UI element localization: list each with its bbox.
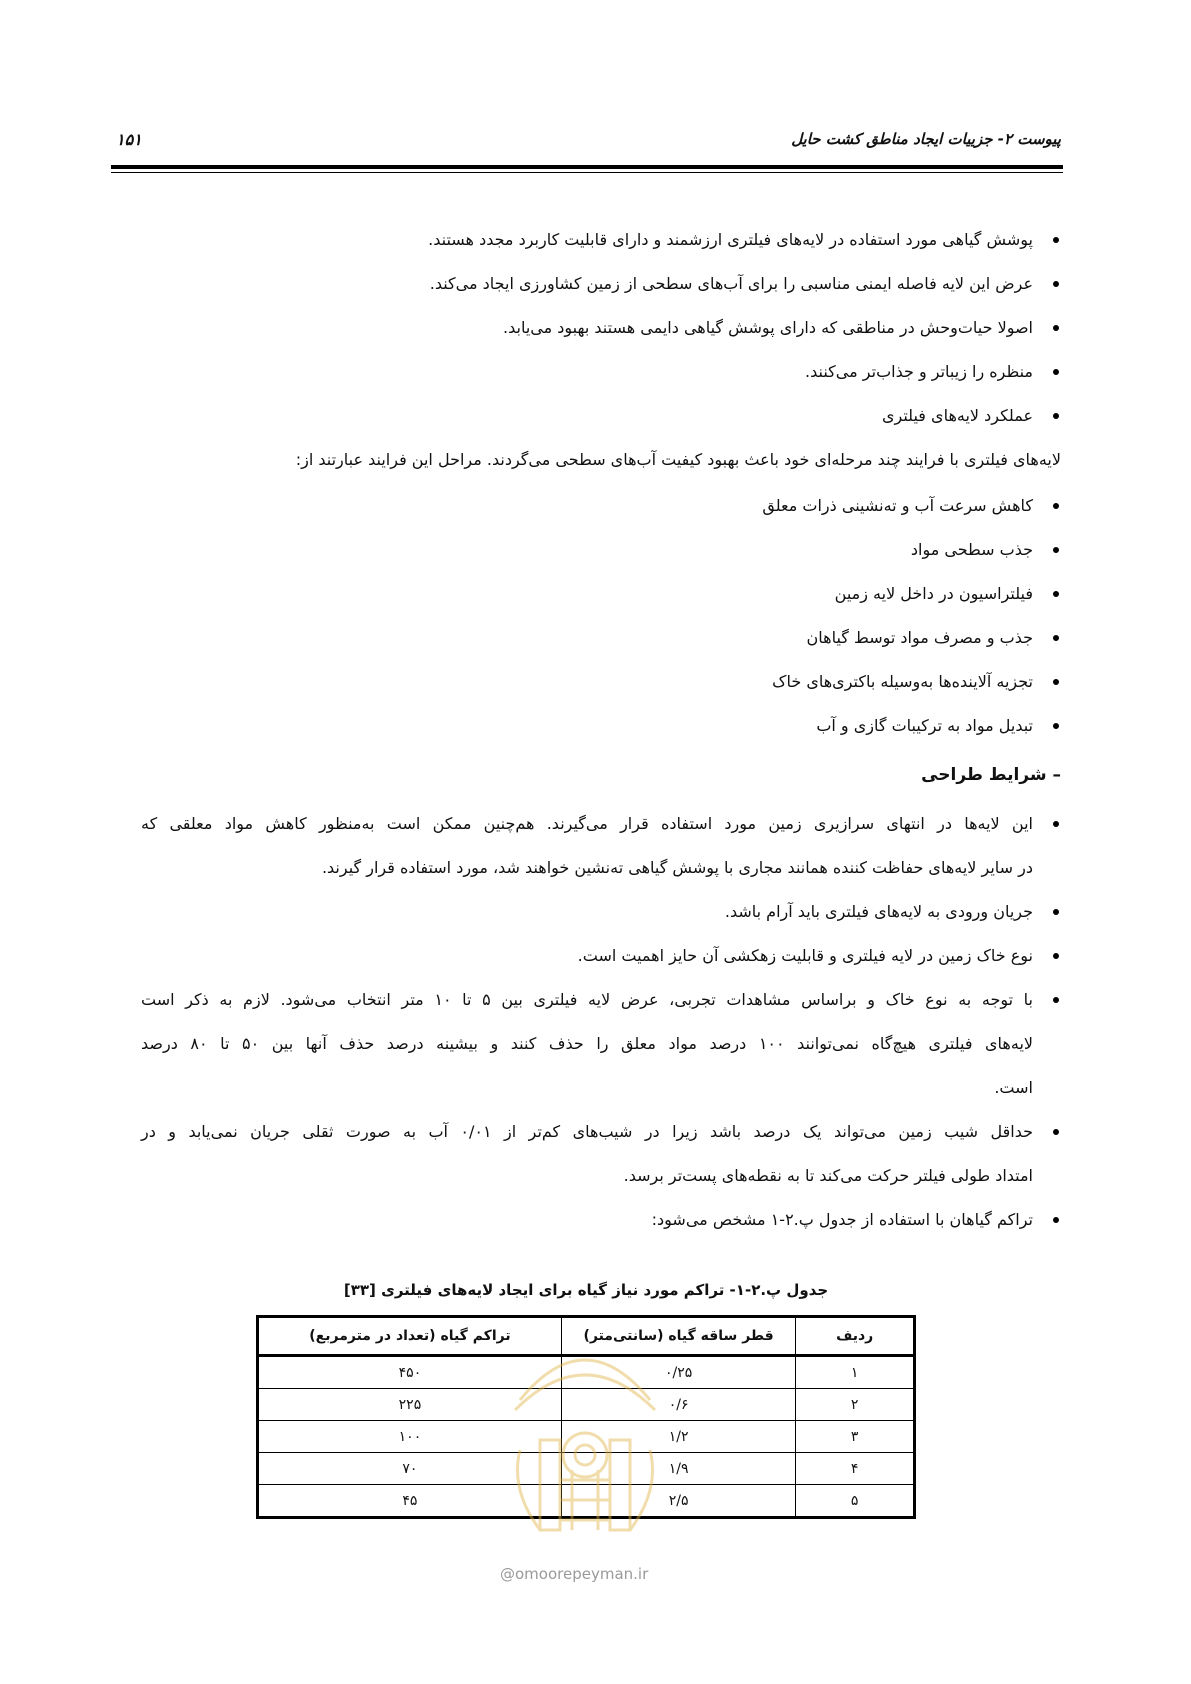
list-item: جذب و مصرف مواد توسط گیاهان (762, 616, 1061, 660)
table-cell: ۲/۵ (561, 1485, 795, 1518)
list-item (141, 934, 1061, 978)
table-cell: ۱/۹ (561, 1453, 795, 1485)
list-item-line: است. (994, 1078, 1033, 1097)
design-conditions-list (141, 802, 1061, 1242)
table-cell: ۴۵۰ (258, 1356, 562, 1389)
table-cell: ۴ (796, 1453, 915, 1485)
list-item-line: امتداد طولی فیلتر حرکت می‌کند تا به نقطه‌های پست‌تر برسد. (623, 1166, 1033, 1185)
table-cell: ۲۲۵ (258, 1389, 562, 1421)
list-item: منظره را زیباتر و جذاب‌تر می‌کنند. (428, 350, 1061, 394)
list-item: تبدیل مواد به ترکیبات گازی و آب (762, 704, 1061, 748)
list-item (141, 1198, 1061, 1242)
list-item: کاهش سرعت آب و ته‌نشینی ذرات معلق (762, 484, 1061, 528)
list-item-line: لایه‌های فیلتری هیچ‌گاه نمی‌توانند ۱۰۰ درصد مواد معلق را حذف کنند و بیشینه درصد حذف آنها بین ۵۰ تا ۸۰ درصد (141, 1034, 1034, 1053)
list-item: اصولا حیات‌وحش در مناطقی که دارای پوشش گیاهی دایمی هستند بهبود می‌یابد. (428, 306, 1061, 350)
list-item (141, 978, 1061, 1110)
table-cell: ۰/۲۵ (561, 1356, 795, 1389)
column-header: تراکم گیاه (تعداد در مترمربع) (258, 1317, 562, 1356)
column-header: قطر ساقه گیاه (سانتی‌متر) (561, 1317, 795, 1356)
intro-paragraph: لایه‌های فیلتری با فرایند چند مرحله‌ای خود باعث بهبود کیفیت آب‌های سطحی می‌گردند. مراحل این فرایند عبارتند از: (295, 450, 1061, 469)
table-cell: ۴۵ (258, 1485, 562, 1518)
section-heading: – شرایط طراحی (921, 765, 1061, 785)
list-item-line: جریان ورودی به لایه‌های فیلتری باید آرام باشد. (724, 902, 1033, 921)
column-header: ردیف (796, 1317, 915, 1356)
list-item (141, 890, 1061, 934)
list-item-line: حداقل شیب زمین می‌تواند یک درصد باشد زیرا در شیب‌های کم‌تر از ۰/۰۱ آب به صورت ثقلی جریان نمی‌یابد و در (141, 1122, 1034, 1141)
list-item: جذب سطحی مواد (762, 528, 1061, 572)
list-item-line: نوع خاک زمین در لایه فیلتری و قابلیت زهکشی آن حایز اهمیت است. (577, 946, 1033, 965)
watermark-text: @omoorepeyman.ir (500, 1565, 649, 1583)
table-cell: ۲ (796, 1389, 915, 1421)
benefits-list (428, 218, 1061, 438)
page-number: ۱۵۱ (116, 130, 142, 149)
list-item-line: با توجه به نوع خاک و براساس مشاهدات تجربی، عرض لایه فیلتری بین ۵ تا ۱۰ متر انتخاب می‌شود. لازم به ذکر است (141, 990, 1034, 1009)
list-item (141, 802, 1061, 890)
list-item (141, 1110, 1061, 1198)
table-cell: ۱/۲ (561, 1421, 795, 1453)
list-item-line: در سایر لایه‌های حفاظت کننده همانند مجاری با پوشش گیاهی ته‌نشین خواهند شد، مورد استفاده قرار گیرند. (321, 858, 1033, 877)
watermark-logo-icon (500, 1330, 670, 1540)
header-rule-thin (111, 172, 1063, 173)
list-item: فیلتراسیون در داخل لایه زمین (762, 572, 1061, 616)
process-list (762, 484, 1061, 748)
list-item-line: این لایه‌ها در انتهای سرازیری زمین مورد استفاده قرار می‌گیرند. هم‌چنین ممکن است به‌منظور کاهش مواد معلقی که (141, 814, 1033, 833)
list-item: تجزیه آلاینده‌ها به‌وسیله باکتری‌های خاک (762, 660, 1061, 704)
list-item-line: تراکم گیاهان با استفاده از جدول پ.۲-۱ مشخص می‌شود: (651, 1210, 1033, 1229)
table-cell: ۵ (796, 1485, 915, 1518)
list-item: عملکرد لایه‌های فیلتری (428, 394, 1061, 438)
list-item: عرض این لایه فاصله ایمنی مناسبی را برای آب‌های سطحی از زمین کشاورزی ایجاد می‌کند. (428, 262, 1061, 306)
list-item: پوشش گیاهی مورد استفاده در لایه‌های فیلتری ارزشمند و دارای قابلیت کاربرد مجدد هستند. (428, 218, 1061, 262)
header-rule-thick (111, 165, 1063, 169)
table-caption: جدول پ.۲-۱- تراکم مورد نیاز گیاه برای ایجاد لایه‌های فیلتری [۳۳] (343, 1281, 829, 1299)
table-cell: ۱ (796, 1356, 915, 1389)
table-cell: ۱۰۰ (258, 1421, 562, 1453)
table-cell: ۳ (796, 1421, 915, 1453)
running-header-title: پیوست ۲- جزییات ایجاد مناطق کشت حایل (791, 130, 1061, 148)
table-cell: ۰/۶ (561, 1389, 795, 1421)
table-cell: ۷۰ (258, 1453, 562, 1485)
